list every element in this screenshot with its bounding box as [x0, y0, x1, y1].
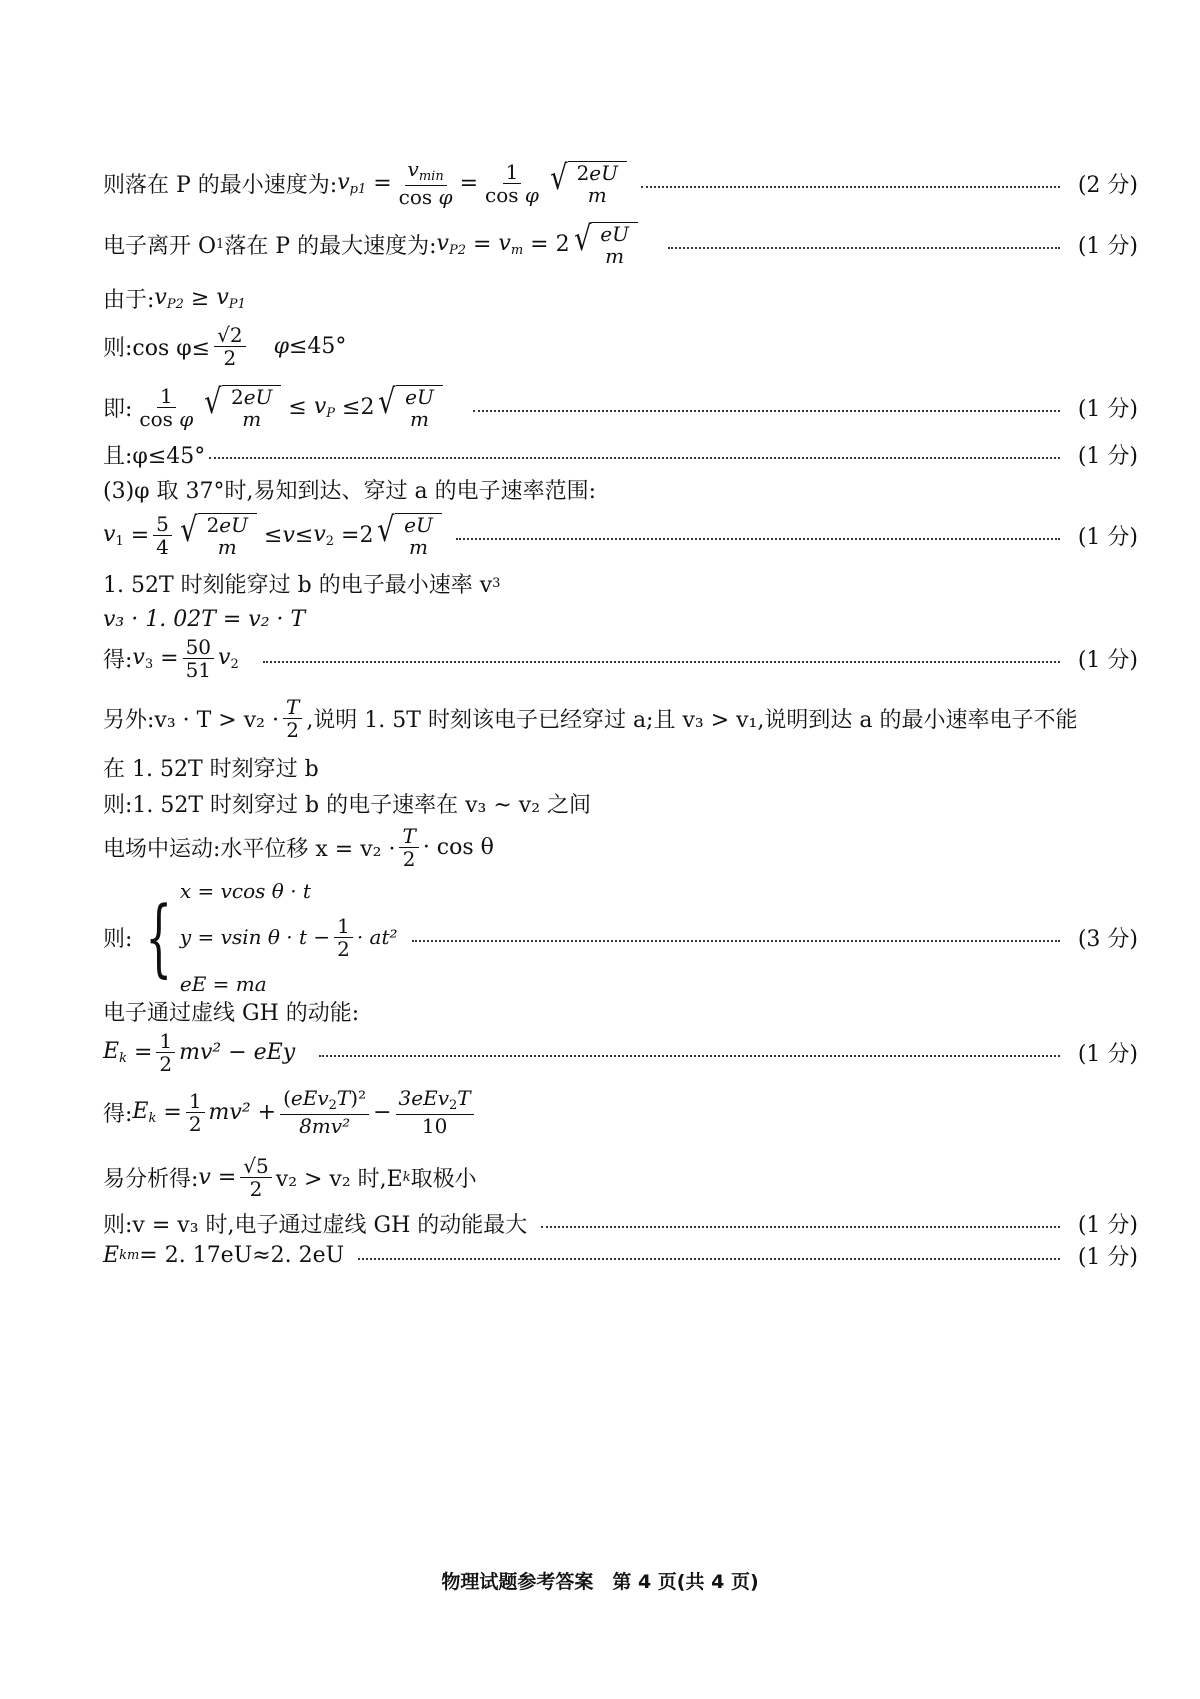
- text: 得:: [103, 1101, 133, 1127]
- kinetic-energy-line: $E_k$ = $\frac{1}{2}$ mv² − eEy (1 分): [103, 1028, 1138, 1076]
- phi-line: [103, 440, 1138, 468]
- text: 由于:: [103, 287, 155, 313]
- max-speed-line: 电子离开 O 1 落在 P 的最大速度为: $v_{P2}$ = $v_m$ = 2 √ eU m (1 分): [103, 218, 1138, 268]
- text: 则:v = v₃ 时,电子通过虚线 GH 的动能最大: [103, 1212, 528, 1238]
- text: 在 1. 52T 时刻穿过 b: [103, 756, 319, 782]
- v3-intro-line: 1. 52T 时刻能穿过 b 的电子最小速率 v 3: [103, 568, 1138, 598]
- text: = 2. 17eU≈2. 2eU: [139, 1242, 345, 1268]
- kinetic-energy-expanded-line: 得: $E_k$ = $\frac{1}{2}$ mv² + $\frac{(eEv_2T)^2}{\text{8mv²}}$ − $\frac{3eEv_2T}{10}$: [103, 1084, 1138, 1140]
- cos-condition-line: 则:cos φ≤ $\frac{√2}{2}$ φ≤45°: [103, 322, 347, 370]
- equation: · at²: [356, 925, 398, 949]
- text: E: [103, 1242, 120, 1268]
- since-line: 由于: $v_{P2}$ ≥ $v_{P1}$: [103, 284, 246, 313]
- score: (1 分): [1077, 1244, 1138, 1270]
- v3-result-line: 得: $v_3$ = $\frac{50}{51}$ $v_2$ (1 分): [103, 634, 1138, 682]
- text: ,说明 1. 5T 时刻该电子已经穿过 a;且 v₃ > v₁,说明到达 a 的最小速率电子不能: [306, 707, 1078, 733]
- equation-system-line: 则: { x = vcos θ · t y = vsin θ · t − $\frac{1}{2}$ · at² eE = ma (3 分): [103, 878, 1138, 996]
- text: 电子离开 O: [103, 233, 217, 259]
- v1-v2-line: $v_1$ = $\frac{5}{4}$ √ 2eU m ≤ v ≤ $v_2$ =2 √ eU m (1 分): [103, 509, 1138, 559]
- minimum-analysis-line: 易分析得: v = $\frac{√5}{2}$ v₂ > v₂ 时,E k 取极小: [103, 1153, 477, 1201]
- final-result-line: E km = 2. 17eU≈2. 2eU (1 分): [103, 1240, 1138, 1270]
- text: 取极小: [410, 1166, 477, 1192]
- text: 则落在 P 的最小速度为:: [103, 172, 338, 198]
- text: 得:: [103, 647, 133, 673]
- score: (1 分): [1077, 524, 1138, 550]
- score: (1 分): [1077, 1041, 1138, 1067]
- text: 落在 P 的最大速度为:: [224, 233, 437, 259]
- text: 则:cos φ≤: [103, 335, 211, 361]
- horizontal-displacement-line: 电场中运动:水平位移 x = v₂ · $\frac{T}{2}$ · cos θ: [103, 823, 494, 871]
- v3-equation-line: [103, 604, 1138, 634]
- equation: eE = ma: [179, 971, 267, 996]
- part3-line: [103, 474, 1138, 504]
- score: (1 分): [1077, 1212, 1138, 1238]
- score: (3 分): [1077, 926, 1138, 952]
- kinetic-energy-intro-line: [103, 996, 1138, 1026]
- continuation-line: [103, 752, 1138, 782]
- additional-line: 另外:v₃ · T > v₂ · $\frac{T}{2}$ ,说明 1. 5T 时刻该电子已经穿过 a;且 v₃ > v₁,说明到达 a 的最小速率电子不能: [103, 694, 1078, 742]
- score: (1 分): [1077, 443, 1138, 469]
- text: 则:1. 52T 时刻穿过 b 的电子速率在 v₃ ~ v₂ 之间: [103, 792, 592, 818]
- text: v₃ · 1. 02T = v₂ · T: [103, 606, 306, 632]
- score: (1 分): [1077, 233, 1138, 259]
- text: 1. 52T 时刻能穿过 b 的电子最小速率 v: [103, 572, 493, 598]
- maximum-energy-line: [103, 1208, 1138, 1238]
- text: (3)φ 取 37°时,易知到达、穿过 a 的电子速率范围:: [103, 478, 597, 504]
- range-line: 即: $\frac{1}{\text{cos φ}}$ √ 2eU m ≤ $v_P$ ≤2 √ eU m (1 分): [103, 381, 1138, 431]
- text: 电子通过虚线 GH 的动能:: [103, 1000, 360, 1026]
- score: (1 分): [1077, 647, 1138, 673]
- text: 另外:v₃ · T > v₂ ·: [103, 707, 279, 733]
- speed-range-line: [103, 788, 1138, 818]
- text: 易分析得:: [103, 1166, 199, 1192]
- text: 即:: [103, 396, 133, 422]
- page-footer: 物理试题参考答案 第 4 页(共 4 页): [441, 1571, 759, 1593]
- text: 电场中运动:水平位移 x = v₂ ·: [103, 836, 396, 862]
- text: mv² − eEy: [179, 1039, 296, 1065]
- text: v₂ > v₂ 时,E: [275, 1166, 403, 1192]
- equation: x = vcos θ · t: [179, 878, 311, 903]
- score: (1 分): [1077, 396, 1138, 422]
- text: 则:: [103, 926, 133, 952]
- text: · cos θ: [422, 834, 494, 860]
- equation: y = vsin θ · t −: [179, 925, 331, 949]
- text: 且:φ≤45°: [103, 443, 206, 469]
- score: (2 分): [1077, 172, 1138, 198]
- min-speed-line: 则落在 P 的最小速度为: $v_{p1}$ = $\frac{v_{min}}{\text{cos φ}}$ = $\frac{1}{\text{cos φ}}$ √ 2eU m (2 分): [103, 157, 1138, 209]
